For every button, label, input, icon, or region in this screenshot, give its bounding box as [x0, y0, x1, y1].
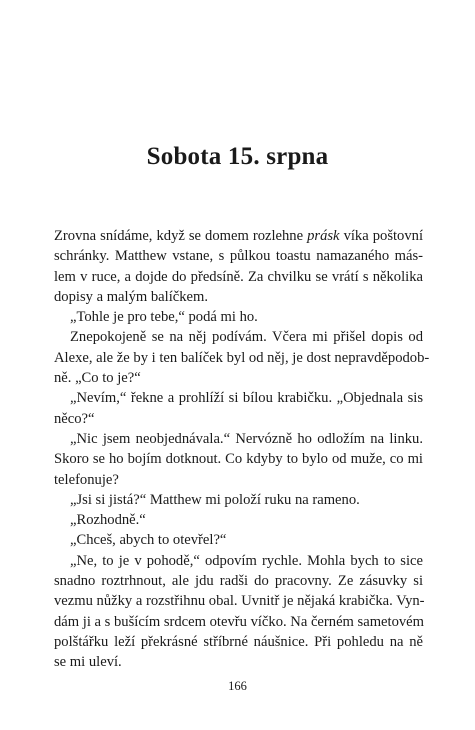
text-line: Skoro se ho bojím dotknout. Co kdyby to bylo od muže, co mi [54, 451, 423, 468]
page-number: 166 [228, 679, 247, 693]
text-line: Znepokojeně se na něj podívám. Včera mi přišel dopis od [70, 329, 423, 346]
text-line: „Rozhodně.“ [70, 512, 146, 529]
text-line [54, 226, 423, 246]
text-line: telefonuje? [54, 471, 119, 488]
text-line: vezmu nůžky a rozstřihnu obal. Uvnitř je nějaká krabička. Vyn- [54, 593, 425, 610]
text-line: něco?“ [54, 410, 95, 427]
text-line: Alexe, ale že by i ten balíček byl od něj, je dost nepravděpodob- [54, 349, 430, 366]
text-line: „Ne, to je v pohodě,“ odpovím rychle. Mohla bych to sice [70, 552, 423, 569]
text-line: polštářku leží překrásné stříbrné náušnice. Při pohledu na ně [54, 633, 423, 650]
emphasis-text: prásk [307, 228, 340, 244]
body-text [54, 226, 430, 673]
text-line: dopisy a malým balíčkem. [54, 288, 209, 305]
text-line: dám ji a s bušícím srdcem otevřu víčko. Na černém sametovém [54, 613, 425, 630]
text-run: Zrovna snídáme, když se domem rozlehne [54, 228, 308, 244]
text-run: víka poštovní [339, 228, 423, 244]
text-line: „Nevím,“ řekne a prohlíží si bílou krabičku. „Objednala sis [70, 390, 423, 407]
chapter-title: Sobota 15. srpna [146, 143, 329, 170]
text-line: ně. „Co to je?“ [54, 370, 141, 387]
text-line: schránky. Matthew vstane, s půlkou toastu namazaného más- [54, 248, 423, 265]
text-line: snadno roztrhnout, ale jdu radši do pracovny. Ze zásuvky si [54, 573, 423, 590]
text-line: se mi uleví. [54, 654, 122, 671]
text-line: „Tohle je pro tebe,“ podá mi ho. [70, 309, 258, 326]
text-line: „Chceš, abych to otevřel?“ [70, 532, 227, 549]
text-line: „Nic jsem neobjednávala.“ Nervózně ho odložím na linku. [70, 430, 423, 447]
text-line: „Jsi si jistá?“ Matthew mi položí ruku na rameno. [70, 491, 360, 508]
text-line: lem v ruce, a dojde do předsíně. Za chvilku se vrátí s několika [54, 268, 423, 285]
